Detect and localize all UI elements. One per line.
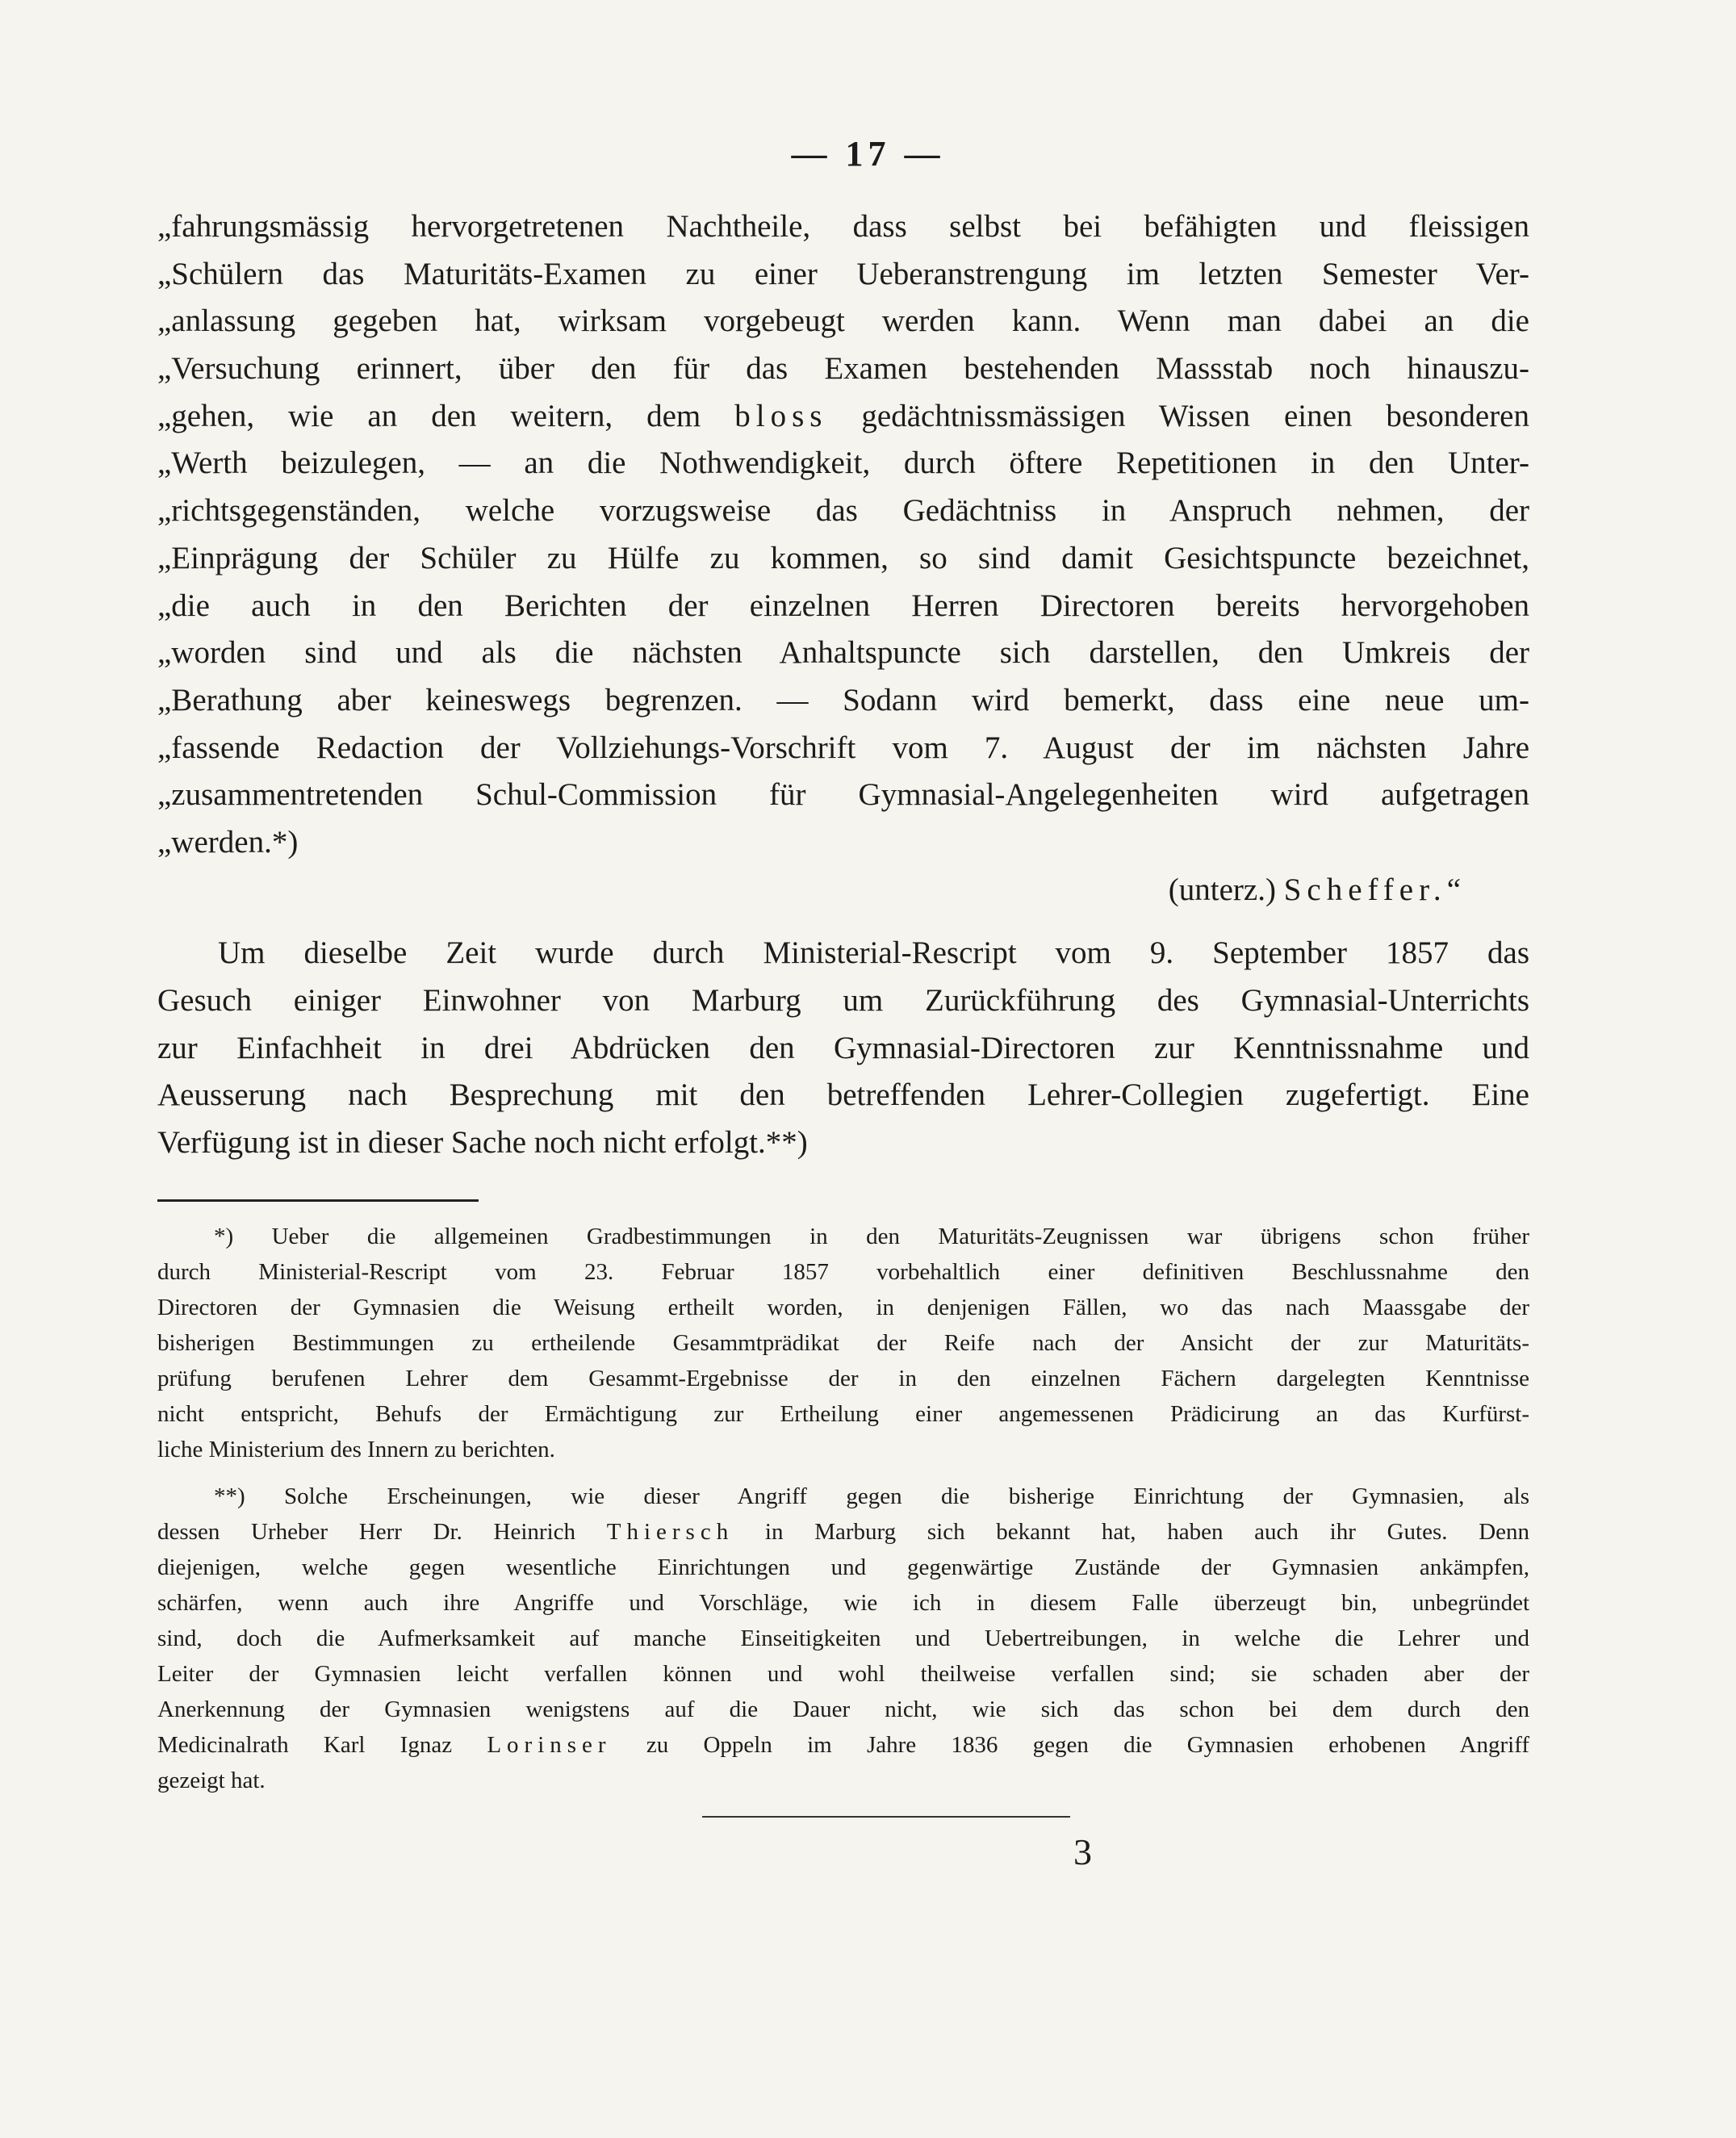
- text-line: „zusammentretenden Schul-Commission für Gymnasial-Angelegenheiten wird aufgetragen: [157, 777, 1529, 813]
- text-line: „Werth beizulegen, — an die Nothwendigkeit, durch öftere Repetitionen in den Unter-: [157, 446, 1529, 481]
- text-line: „Einprägung der Schüler zu Hülfe zu kommen, so sind damit Gesichtspuncte bezeichnet,: [157, 540, 1529, 575]
- footnote-line: nicht entspricht, Behufs der Ermächtigung zur Ertheilung einer angemessenen Prädicirung an das Kurfürst-: [157, 1401, 1529, 1427]
- footnote-line: prüfung berufenen Lehrer dem Gesammt-Ergebnisse der in den einzelnen Fächern dargelegten Kenntnisse: [157, 1366, 1529, 1391]
- footnote-line: liche Ministerium des Innern zu berichten.: [157, 1437, 555, 1462]
- text-segment: “: [1446, 872, 1461, 907]
- main-text: [157, 203, 1529, 1167]
- page-number: — 17 —: [791, 134, 945, 174]
- printer-signature-mark: 3: [1073, 1831, 1092, 1872]
- text-line: zur Einfachheit in drei Abdrücken den Gymnasial-Directoren zur Kenntnissnahme und: [157, 1030, 1529, 1065]
- text-line: Um dieselbe Zeit wurde durch Ministerial-Rescript vom 9. September 1857 das: [218, 935, 1529, 971]
- text-line: „Versuchung erinnert, über den für das Examen bestehenden Massstab noch hinauszu-: [157, 351, 1529, 387]
- text-line: „richtsgegenständen, welche vorzugsweise das Gedächtniss in Anspruch nehmen, der: [157, 493, 1529, 529]
- text-line: „Schülern das Maturitäts-Examen zu einer Ueberanstrengung im letzten Semester Ver-: [157, 256, 1529, 291]
- text-segment: Medicinalrath Karl Ignaz: [157, 1732, 487, 1758]
- text-segment: gedächtnissmässigen Wissen einen besonderen: [827, 398, 1529, 433]
- footnote-line: Anerkennung der Gymnasien wenigstens auf die Dauer nicht, wie sich das schon bei dem durch den: [157, 1697, 1529, 1722]
- text-segment: (unterz.): [1168, 872, 1284, 907]
- text-line: Aeusserung nach Besprechung mit den betreffenden Lehrer-Collegien zugefertigt. Eine: [157, 1077, 1529, 1113]
- emphasized-name: Lorinser: [487, 1732, 612, 1758]
- footnote-line: Leiter der Gymnasien leicht verfallen können und wohl theilweise verfallen sind; sie schaden aber der: [157, 1661, 1529, 1687]
- footnote-line: durch Ministerial-Rescript vom 23. Februar 1857 vorbehaltlich einer definitiven Beschlussnahme den: [157, 1259, 1529, 1285]
- footnote-line: diejenigen, welche gegen wesentliche Einrichtungen und gegenwärtige Zustände der Gymnasien ankämpfen,: [157, 1554, 1529, 1580]
- text-segment: in Marburg sich bekannt hat, haben auch ihr Gutes. Denn: [734, 1519, 1530, 1545]
- emphasized-word: bloss: [734, 398, 828, 433]
- footnote-line: **) Solche Erscheinungen, wie dieser Angriff gegen die bisherige Einrichtung der Gymnasien, als: [214, 1483, 1529, 1509]
- footnote-line: sind, doch die Aufmerksamkeit auf manche Einseitigkeiten und Uebertreibungen, in welche die Lehrer und: [157, 1625, 1529, 1651]
- footnote-line: bisherigen Bestimmungen zu ertheilende Gesammtprädikat der Reife nach der Ansicht der zur Maturitäts-: [157, 1330, 1529, 1356]
- footnote-line: [157, 1514, 1529, 1550]
- footnote-line: schärfen, wenn auch ihre Angriffe und Vorschläge, wie ich in diesem Falle überzeugt bin, unbegründet: [157, 1590, 1529, 1616]
- emphasized-name: Thiersch: [606, 1519, 734, 1545]
- text-line: [157, 393, 1529, 441]
- text-line: Verfügung ist in dieser Sache noch nicht erfolgt.**): [157, 1125, 808, 1161]
- text-segment: dessen Urheber Herr Dr. Heinrich: [157, 1519, 607, 1545]
- footnote-divider: [157, 1199, 479, 1202]
- signature-line: [157, 867, 1529, 914]
- text-line: „werden.*): [157, 824, 299, 860]
- text-line: „fassende Redaction der Vollziehungs-Vorschrift vom 7. August der im nächsten Jahre: [157, 730, 1529, 765]
- paragraph: [157, 930, 1529, 1166]
- text-segment: „gehen, wie an den weitern, dem: [157, 398, 735, 433]
- text-line: „anlassung gegeben hat, wirksam vorgebeugt werden kann. Wenn man dabei an die: [157, 303, 1529, 339]
- footnotes: [157, 1219, 1529, 1798]
- footnote-line: Directoren der Gymnasien die Weisung ertheilt worden, in denjenigen Fällen, wo das nach Maassgabe der: [157, 1295, 1529, 1320]
- text-line: „fahrungsmässig hervorgetretenen Nachtheile, dass selbst bei befähigten und fleissigen: [157, 209, 1529, 244]
- bottom-divider: [702, 1816, 1070, 1818]
- footnote-line: [157, 1727, 1529, 1763]
- text-segment: zu Oppeln im Jahre 1836 gegen die Gymnasien erhobenen Angriff: [611, 1732, 1530, 1758]
- signatory-name: Scheffer.: [1283, 872, 1447, 907]
- text-line: Gesuch einiger Einwohner von Marburg um Zurückführung des Gymnasial-Unterrichts: [157, 983, 1529, 1018]
- text-line: „worden sind und als die nächsten Anhaltspuncte sich darstellen, den Umkreis der: [157, 635, 1529, 671]
- text-line: „Berathung aber keineswegs begrenzen. — Sodann wird bemerkt, dass eine neue um-: [157, 682, 1529, 718]
- footnote-line: *) Ueber die allgemeinen Gradbestimmungen in den Maturitäts-Zeugnissen war übrigens schon früher: [214, 1224, 1529, 1249]
- text-line: „die auch in den Berichten der einzelnen Herren Directoren bereits hervorgehoben: [157, 588, 1529, 623]
- footnote-line: gezeigt hat.: [157, 1768, 266, 1793]
